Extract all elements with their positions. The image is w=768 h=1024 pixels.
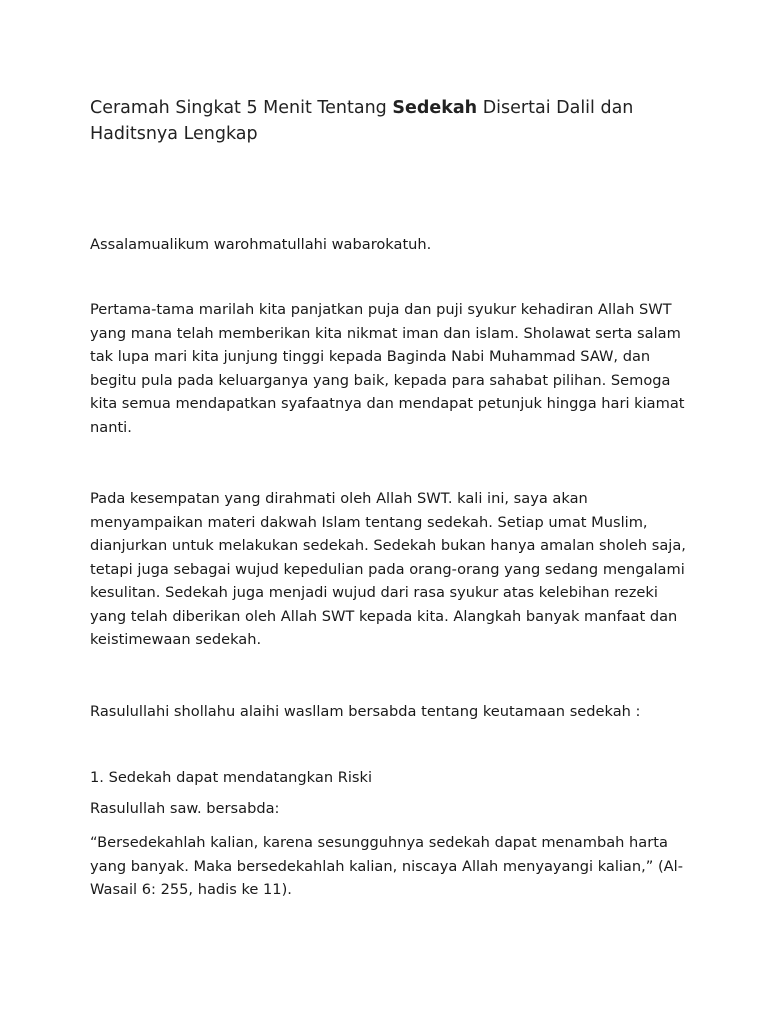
title-prefix: Ceramah Singkat 5 Menit Tentang — [90, 98, 393, 118]
document-title — [90, 95, 690, 147]
title-suffix: Disertai Dalil dan Haditsnya Lengkap — [90, 98, 634, 144]
intro-paragraph: Pertama-tama marilah kita panjatkan puja dan puji syukur kehadiran Allah SWT yang mana telah memberikan kita nikmat iman dan islam. Sholawat serta salam tak lupa mari kita junjung tinggi kepada Baginda Nabi Muhammad SAW, dan begitu pula pada keluarganya yang baik, kepada para sahabat pilihan. Semoga kita semua mendapatkan syafaatnya dan mendapat petunjuk hingga hari kiamat nanti. — [90, 301, 685, 436]
hadith-quote-paragraph: “Bersedekahlah kalian, karena sesungguhnya sedekah dapat menambah harta yang banyak. Maka bersedekahlah kalian, niscaya Allah menyayangi kalian,” (Al-Wasail 6: 255, hadis ke 11). — [90, 834, 683, 898]
hadith-intro-paragraph: Rasulullahi shollahu alaihi wasllam bersabda tentang keutamaan sedekah : — [90, 703, 641, 720]
greeting-paragraph: Assalamualikum warohmatullahi wabarokatuh. — [90, 236, 432, 253]
body-paragraph: Pada kesempatan yang dirahmati oleh Allah SWT. kali ini, saya akan menyampaikan materi dakwah Islam tentang sedekah. Setiap umat Muslim, dianjurkan untuk melakukan sedekah. Sedekah bukan hanya amalan sholeh saja, tetapi juga sebagai wujud kepedulian pada orang-orang yang sedang mengalami kesulitan. Sedekah juga menjadi wujud dari rasa syukur atas kelebihan rezeki yang telah diberikan oleh Allah SWT kepada kita. Alangkah banyak manfaat dan keistimewaan sedekah. — [90, 490, 686, 648]
rasulullah-says-line: Rasulullah saw. bersabda: — [90, 800, 280, 817]
title-bold-word: Sedekah — [392, 98, 478, 118]
point-one-heading: 1. Sedekah dapat mendatangkan Riski — [90, 769, 373, 786]
